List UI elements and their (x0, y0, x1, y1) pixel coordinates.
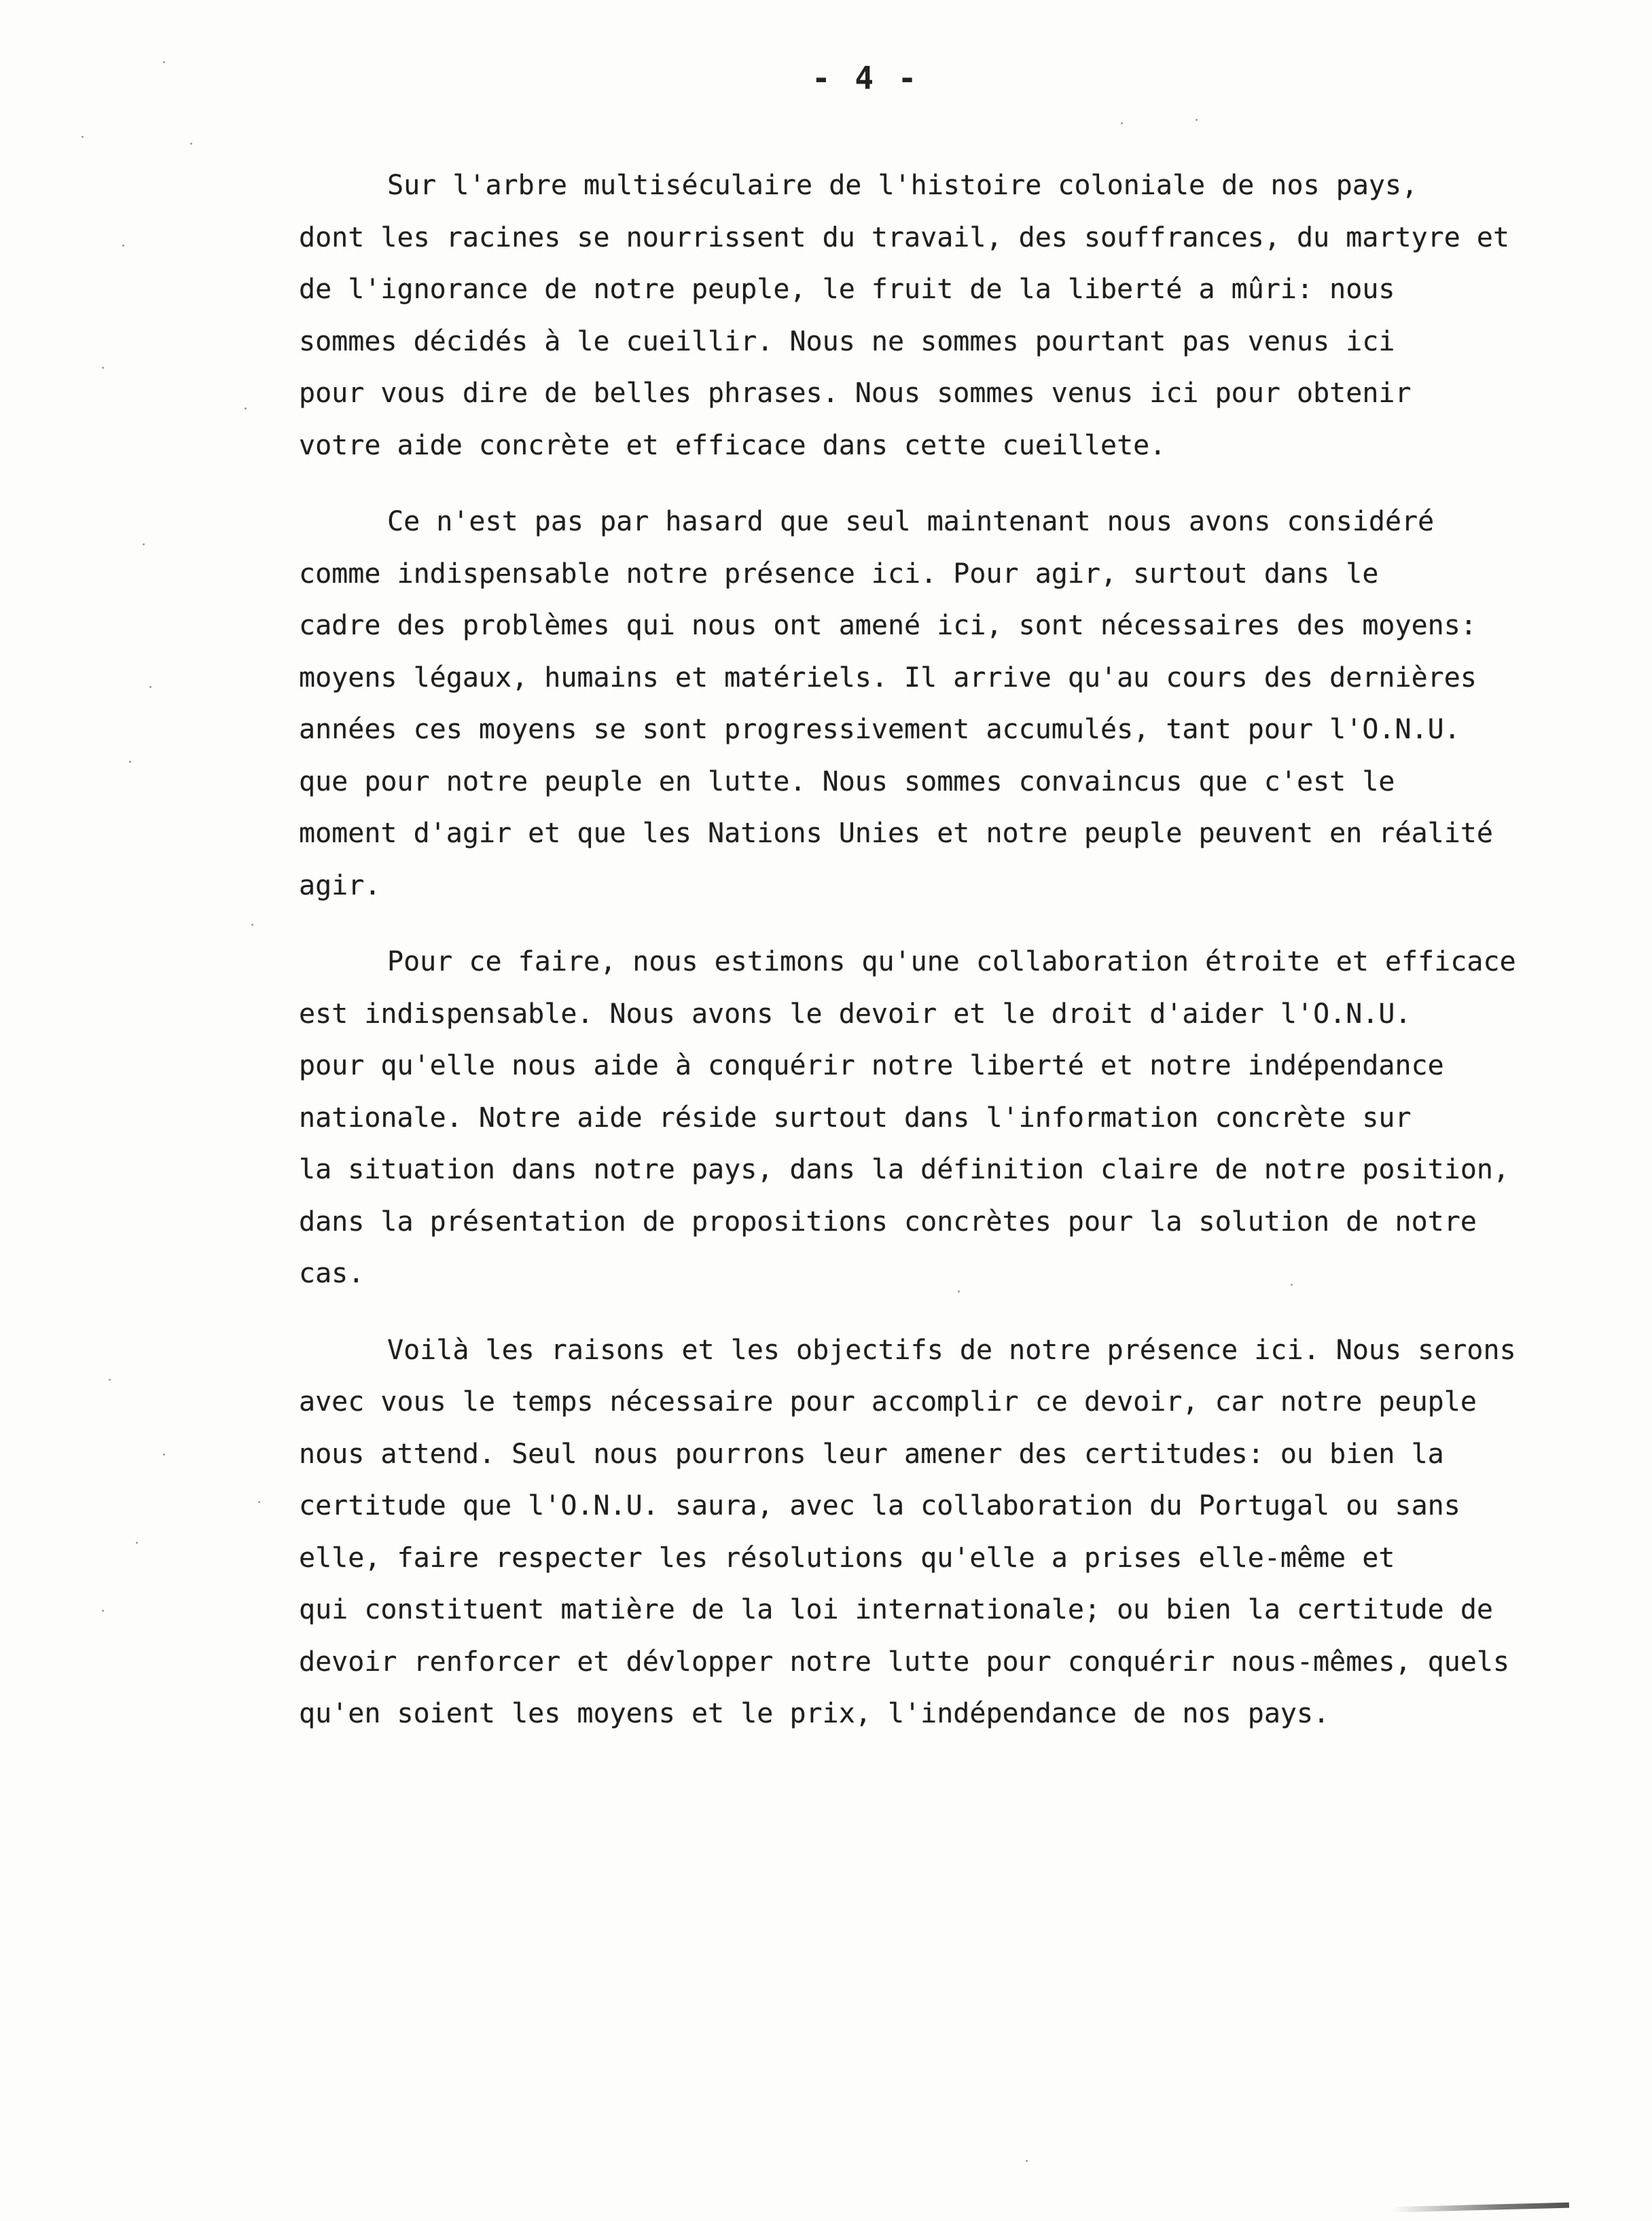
text-line: nationale. Notre aide réside surtout dans l'information concrète sur (299, 1102, 1412, 1134)
scan-speck (1026, 2160, 1028, 2162)
text-line: pour qu'elle nous aide à conquérir notre liberté et notre indépendance (299, 1050, 1444, 1081)
scan-speck (149, 686, 151, 688)
text-line: que pour notre peuple en lutte. Nous sommes convaincus que c'est le (299, 765, 1395, 797)
scan-speck (109, 1379, 111, 1381)
text-line: elle, faire respecter les résolutions qu'elle a prises elle-même et (299, 1542, 1395, 1574)
paragraph-4 (299, 1324, 1576, 1740)
page-number: - 4 - (812, 60, 920, 96)
scan-speck (163, 1453, 165, 1456)
paragraph-gap (299, 1300, 1576, 1324)
scan-speck (258, 1501, 260, 1503)
scan-speck (190, 143, 192, 145)
text-line: votre aide concrète et efficace dans cette cueillete. (299, 429, 1166, 461)
text-line: cadre des problèmes qui nous ont amené ici, sont nécessaires des moyens: (299, 610, 1477, 641)
text-line: pour vous dire de belles phrases. Nous sommes venus ici pour obtenir (299, 378, 1412, 409)
text-line: cas. (299, 1258, 365, 1289)
scan-speck (163, 61, 165, 63)
paragraph-gap (299, 471, 1576, 496)
text-line: comme indispensable notre présence ici. Pour agir, surtout dans le (299, 558, 1379, 590)
text-line: moment d'agir et que les Nations Unies et notre peuple peuvent en réalité (299, 818, 1493, 849)
scan-speck (136, 1542, 138, 1544)
scan-speck (102, 367, 104, 369)
text-line: moyens légaux, humains et matériels. Il arrive qu'au cours des dernières (299, 662, 1477, 693)
text-line: Voilà les raisons et les objectifs de notre présence ici. Nous serons (387, 1334, 1516, 1366)
text-line: nous attend. Seul nous pourrons leur amener des certitudes: ou bien la (299, 1438, 1444, 1470)
text-line: années ces moyens se sont progressivement accumulés, tant pour l'O.N.U. (299, 714, 1460, 745)
scan-speck (245, 408, 247, 410)
scan-speck (1291, 1284, 1293, 1286)
text-line: Pour ce faire, nous estimons qu'une collaboration étroite et efficace (387, 946, 1516, 977)
document-body (299, 160, 1576, 1740)
scan-speck (958, 1290, 960, 1293)
text-line: qu'en soient les moyens et le prix, l'indépendance de nos pays. (299, 1698, 1330, 1729)
scan-speck (129, 761, 131, 763)
text-line: dans la présentation de propositions concrètes pour la solution de notre (299, 1206, 1477, 1238)
scan-speck (251, 924, 253, 926)
text-line: avec vous le temps nécessaire pour accomplir ce devoir, car notre peuple (299, 1386, 1477, 1418)
text-line: est indispensable. Nous avons le devoir et le droit d'aider l'O.N.U. (299, 998, 1412, 1030)
text-line: Ce n'est pas par hasard que seul maintenant nous avons considéré (387, 506, 1435, 537)
text-line: certitude que l'O.N.U. saura, avec la collaboration du Portugal ou sans (299, 1490, 1460, 1521)
paragraph-1 (299, 160, 1576, 471)
text-line: la situation dans notre pays, dans la définition claire de notre position, (299, 1154, 1510, 1185)
paragraph-gap (299, 911, 1576, 936)
scan-speck (122, 245, 124, 247)
paragraph-3 (299, 936, 1576, 1300)
text-line: devoir renforcer et dévlopper notre lutte pour conquérir nous-mêmes, quels (299, 1646, 1510, 1678)
text-line: dont les racines se nourrissent du travail, des souffrances, du martyre et (299, 221, 1510, 253)
scan-speck (1196, 119, 1198, 121)
scan-speck (1121, 122, 1123, 124)
text-line: agir. (299, 869, 381, 901)
text-line: Sur l'arbre multiséculaire de l'histoire coloniale de nos pays, (387, 170, 1418, 201)
paragraph-2 (299, 496, 1576, 911)
scan-speck (143, 543, 145, 545)
scan-smudge (1393, 2203, 1569, 2213)
text-line: qui constituent matière de la loi internationale; ou bien la certitude de (299, 1594, 1493, 1625)
text-line: de l'ignorance de notre peuple, le fruit de la liberté a mûri: nous (299, 274, 1395, 305)
scan-speck (102, 1610, 104, 1612)
scan-speck (82, 136, 84, 138)
text-line: sommes décidés à le cueillir. Nous ne sommes pourtant pas venus ici (299, 325, 1395, 357)
